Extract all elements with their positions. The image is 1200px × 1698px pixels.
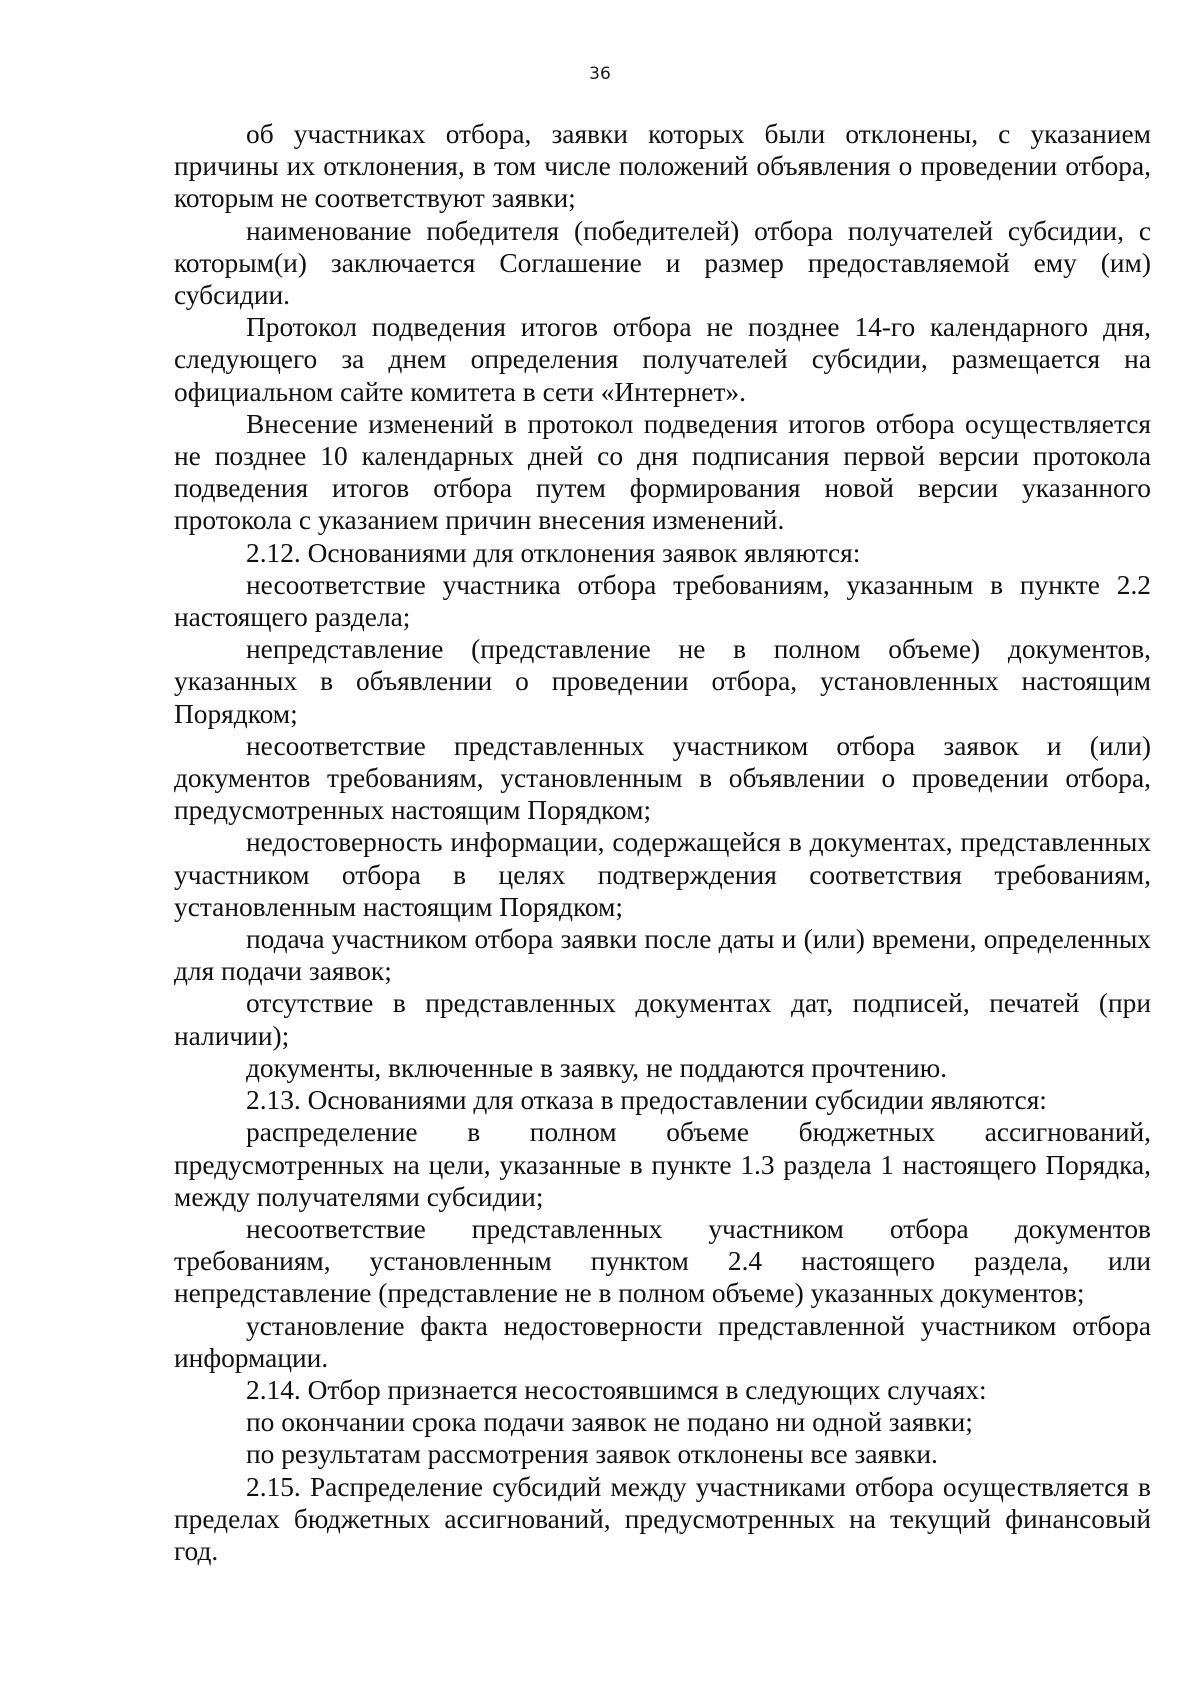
paragraph: установление факта недостоверности представленной участником отбора информации. — [174, 1310, 1151, 1373]
page-number: 36 — [589, 64, 611, 84]
paragraph: по окончании срока подачи заявок не подано ни одной заявки; — [246, 1407, 973, 1438]
paragraph: Протокол подведения итогов отбора не позднее 14-го календарного дня, следующего за днем определения получателей субсидии, размещается на официальном сайте комитета в сети «Интернет». — [174, 312, 1151, 407]
paragraph: непредставление (представление не в полном объеме) документов, указанных в объявлении о проведении отбора, установленных настоящим Порядком; — [174, 634, 1151, 729]
paragraph: подача участником отбора заявки после даты и (или) времени, определенных для подачи заявок; — [174, 924, 1151, 987]
paragraph: Внесение изменений в протокол подведения итогов отбора осуществляется не позднее 10 календарных дней со дня подписания первой версии протокола подведения итогов отбора путем формирования новой версии указанного протокола с указанием причин внесения изменений. — [174, 408, 1151, 536]
paragraph: распределение в полном объеме бюджетных ассигнований, предусмотренных на цели, указанные в пункте 1.3 раздела 1 настоящего Порядка, между получателями субсидии; — [174, 1117, 1151, 1212]
paragraph: наименование победителя (победителей) отбора получателей субсидии, с которым(и) заключается Соглашение и размер предоставляемой ему (им) субсидии. — [174, 215, 1151, 311]
section-heading: 2.14. Отбор признается несостоявшимся в следующих случаях: — [246, 1374, 987, 1405]
section-heading: 2.13. Основаниями для отказа в предоставлении субсидии являются: — [246, 1085, 1047, 1116]
paragraph: по результатам рассмотрения заявок отклонены все заявки. — [246, 1439, 938, 1470]
paragraph: несоответствие представленных участником отбора документов требованиям, установленным пунктом 2.4 настоящего раздела, или непредставление (представление не в полном объеме) указанных документов; — [174, 1213, 1151, 1309]
paragraph: отсутствие в представленных документах дат, подписей, печатей (при наличии); — [174, 988, 1151, 1051]
paragraph: несоответствие представленных участником отбора заявок и (или) документов требованиям, установленным в объявлении о проведении отбора, предусмотренных настоящим Порядком; — [174, 730, 1151, 826]
paragraph: об участниках отбора, заявки которых были отклонены, с указанием причины их отклонения, в том числе положений объявления о проведении отбора, которым не соответствуют заявки; — [174, 119, 1151, 214]
document-body — [174, 118, 1151, 1567]
section-heading: 2.12. Основаниями для отклонения заявок являются: — [246, 537, 861, 568]
paragraph: несоответствие участника отбора требованиям, указанным в пункте 2.2 настоящего раздела; — [174, 569, 1151, 633]
paragraph: документы, включенные в заявку, не поддаются прочтению. — [246, 1052, 948, 1083]
section-heading: 2.15. Распределение субсидий между участниками отбора осуществляется в пределах бюджетных ассигнований, предусмотренных на текущий финансовый год. — [174, 1471, 1151, 1566]
paragraph: недостоверность информации, содержащейся в документах, представленных участником отбора в целях подтверждения соответствия требованиям, установленным настоящим Порядком; — [174, 827, 1151, 922]
